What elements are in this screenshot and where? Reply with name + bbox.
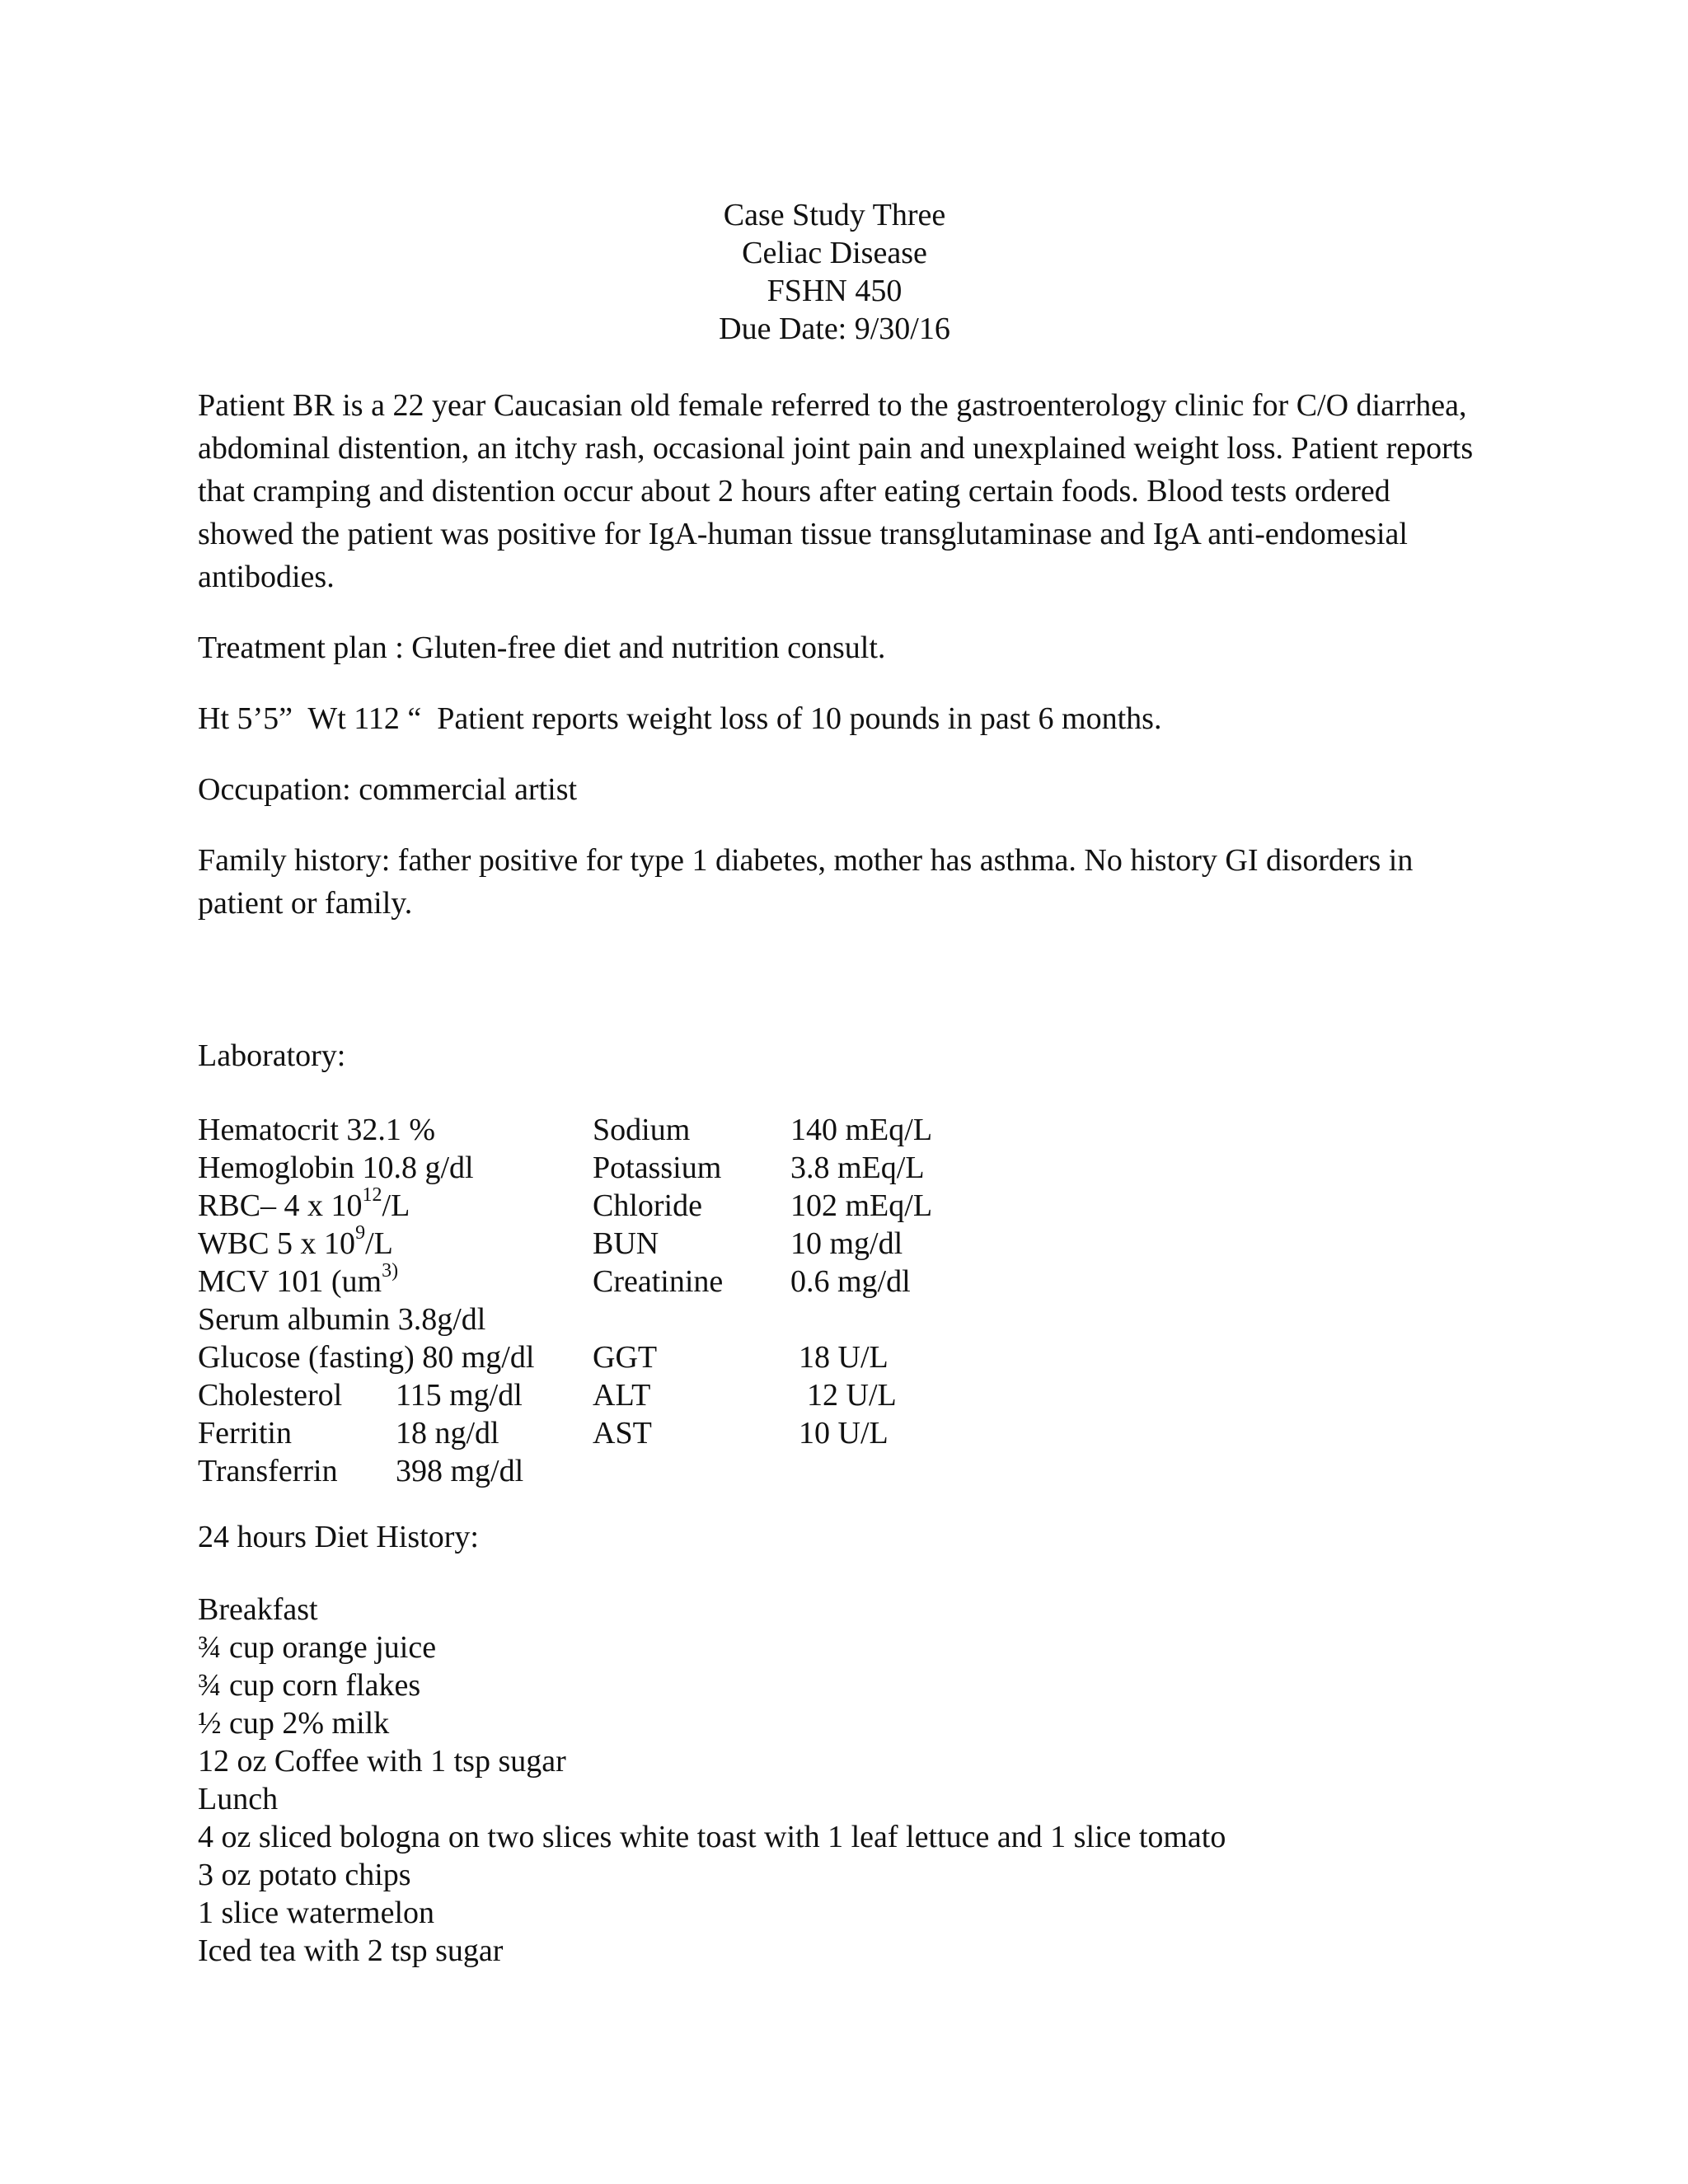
lab-alt-label: ALT [593,1378,651,1413]
lab-chloride-label: Chloride [593,1188,702,1223]
diet-item: Iced tea with 2 tsp sugar [198,1933,504,1968]
diet-item: 3 oz potato chips [198,1858,411,1892]
lab-wbc: WBC 5 x $10^9/L$ [198,1222,393,1261]
document-body [198,384,1484,1970]
diet-item: ½ cup 2% milk [198,1706,390,1741]
family-history: Family history: father positive for type 1 diabetes, mother has asthma. No history GI disorders in patient or family. [198,843,1414,921]
lab-bun-value: 10 mg/dl [790,1226,903,1261]
laboratory-values [198,1111,1484,1488]
lab-ferritin-value: 18 ng/dl [396,1416,499,1451]
lab-glucose: Glucose (fasting) 80 mg/dl [198,1340,535,1375]
laboratory-heading: Laboratory: [198,1038,346,1073]
lab-ferritin-label: Ferritin [198,1416,292,1451]
diet-history-heading: 24 hours Diet History: [198,1520,479,1554]
diet-item: 4 oz sliced bologna on two slices white toast with 1 leaf lettuce and 1 slice tomato [198,1820,1226,1854]
diet-meal-breakfast: Breakfast [198,1592,318,1627]
intro-paragraph: Patient BR is a 22 year Caucasian old female referred to the gastroenterology clinic for C/O diarrhea, abdominal distention, an itchy rash, occasional joint pain and unexplained weight loss. Patient reports that cramping and distention occur about 2 hours after eating certain foods. Blood tests ordered showed the patient was positive for IgA-human tissue transglutaminase and IgA anti-endomesial antibodies. [198,388,1474,594]
header-title: Case Study Three [723,198,946,232]
lab-ast-label: AST [593,1416,652,1451]
lab-bun-label: BUN [593,1226,659,1261]
diet-history-list [198,1591,1484,1970]
lab-ggt-label: GGT [593,1340,658,1375]
occupation: Occupation: commercial artist [198,772,578,807]
diet-meal-lunch: Lunch [198,1782,279,1816]
header-topic: Celiac Disease [742,236,927,270]
lab-potassium-label: Potassium [593,1151,722,1185]
lab-cholesterol-label: Cholesterol [198,1378,343,1413]
diet-item: 12 oz Coffee with 1 tsp sugar [198,1744,566,1779]
diet-item: ¾ cup corn flakes [198,1668,421,1703]
lab-hemoglobin: Hemoglobin 10.8 g/dl [198,1151,474,1185]
lab-creatinine-value: 0.6 mg/dl [790,1264,911,1299]
lab-potassium-value: 3.8 mEq/L [790,1151,925,1185]
lab-mcv: MCV 101 ($um^{3)}$ [198,1260,399,1299]
treatment-plan: Treatment plan : Gluten-free diet and nutrition consult. [198,630,886,665]
lab-alt-value: 12 U/L [807,1378,897,1413]
lab-serum-albumin: Serum albumin 3.8g/dl [198,1302,486,1337]
diet-item: 1 slice watermelon [198,1896,435,1930]
header-course: FSHN 450 [767,274,903,308]
lab-sodium-label: Sodium [593,1113,691,1147]
document-header [0,196,1669,348]
lab-sodium-value: 140 mEq/L [790,1113,933,1147]
lab-rbc: RBC– 4 x $10^{12}/L$ [198,1184,410,1223]
lab-creatinine-label: Creatinine [593,1264,724,1299]
lab-ggt-value: 18 U/L [799,1340,889,1375]
measurements: Ht 5’5” Wt 112 “ Patient reports weight loss of 10 pounds in past 6 months. [198,701,1162,736]
lab-transferrin-label: Transferrin [198,1454,338,1488]
lab-transferrin-value: 398 mg/dl [396,1454,524,1488]
header-due-date: Due Date: 9/30/16 [719,312,950,346]
lab-ast-value: 10 U/L [799,1416,889,1451]
lab-cholesterol-value: 115 mg/dl [396,1378,523,1413]
diet-item: ¾ cup orange juice [198,1630,437,1665]
lab-hematocrit: Hematocrit 32.1 % [198,1113,436,1147]
lab-chloride-value: 102 mEq/L [790,1188,933,1223]
